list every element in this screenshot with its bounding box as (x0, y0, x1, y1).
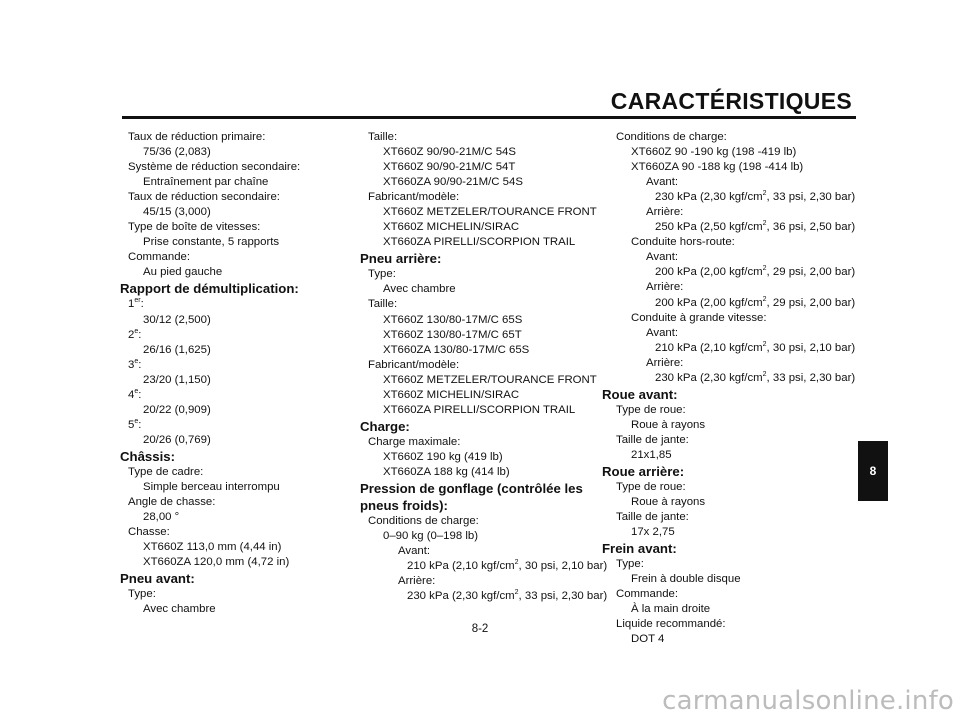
spec-line: Chasse: (128, 526, 170, 539)
spec-line: Avant: (646, 326, 679, 339)
spec-line: 30/12 (2,500) (143, 313, 211, 326)
spec-line: Fabricant/modèle: (368, 358, 460, 371)
spec-line: XT660ZA PIRELLI/SCORPION TRAIL (383, 236, 576, 249)
spec-line: 1er: (128, 297, 144, 311)
spec-line: XT660ZA 130/80-17M/C 65S (383, 343, 530, 356)
spec-line: Conduite à grande vitesse: (631, 311, 767, 324)
section-heading: Pneu avant: (120, 571, 195, 587)
spec-line: 0–90 kg (0–198 lb) (383, 530, 478, 543)
spec-line: 2e: (128, 327, 142, 341)
spec-line: 23/20 (1,150) (143, 373, 211, 386)
section-heading: Rapport de démultiplication: (120, 281, 299, 297)
section-heading: pneus froids): (360, 497, 448, 513)
page-title: CARACTÉRISTIQUES (610, 88, 852, 114)
spec-line: Liquide recommandé: (616, 618, 726, 631)
spec-line: 230 kPa (2,30 kgf/$cm^2$, 33 psi, 2,30 bar) (407, 589, 608, 603)
spec-line: 20/22 (0,909) (143, 403, 211, 416)
spec-line: Avant: (646, 176, 679, 189)
spec-line: Type de roue: (616, 480, 686, 493)
spec-column-1 (120, 130, 333, 617)
spec-line: 3e: (128, 357, 142, 371)
spec-line: Conduite hors-route: (631, 236, 735, 249)
spec-line: XT660Z 113,0 mm (4,44 in) (143, 541, 282, 554)
spec-line: XT660Z METZELER/TOURANCE FRONT (383, 373, 597, 386)
spec-line: 5e: (128, 418, 142, 431)
section-heading: Frein avant: (602, 541, 677, 557)
spec-line: Arrière: (398, 575, 436, 588)
spec-line: Taux de réduction secondaire: (128, 191, 280, 204)
spec-line: Au pied gauche (143, 266, 223, 279)
watermark: carmanualsonline.info (662, 686, 954, 716)
spec-line: 250 kPa (2,50 kgf/$cm^2$, 36 psi, 2,50 bar) (655, 220, 856, 234)
spec-line: 21x1,85 (631, 448, 672, 461)
section-heading: Charge: (360, 418, 410, 434)
spec-line: XT660Z 90/90-21M/C 54S (383, 146, 516, 159)
spec-line: Type de boîte de vitesses: (128, 221, 261, 234)
spec-line: Charge maximale: (368, 435, 461, 448)
spec-line: Frein à double disque (631, 573, 741, 586)
spec-line: 210 kPa (2,10 kgf/$cm^2$, 30 psi, 2,10 bar) (655, 340, 856, 354)
spec-line: XT660Z 130/80-17M/C 65S (383, 313, 523, 326)
spec-line: Commande: (616, 588, 679, 601)
spec-line: Type: (616, 558, 644, 571)
section-heading: Roue arrière: (602, 463, 685, 479)
spec-line: XT660ZA 188 kg (414 lb) (383, 465, 510, 478)
spec-line: XT660Z 130/80-17M/C 65T (383, 328, 522, 341)
chapter-tab: 8 (858, 441, 888, 501)
spec-line: 20/26 (0,769) (143, 433, 211, 446)
spec-line: XT660ZA PIRELLI/SCORPION TRAIL (383, 403, 576, 416)
spec-line: Commande: (128, 251, 191, 264)
spec-line: Taille: (368, 131, 398, 143)
spec-line: Arrière: (646, 356, 684, 369)
spec-line: 75/36 (2,083) (143, 146, 211, 159)
spec-line: 45/15 (3,000) (143, 206, 211, 219)
section-heading: Pression de gonflage (contrôlée les (360, 480, 583, 496)
spec-line: XT660ZA 90 -188 kg (198 -414 lb) (631, 161, 804, 174)
spec-line: Angle de chasse: (128, 496, 216, 509)
spec-line: Taille de jante: (616, 433, 689, 446)
spec-line: 17x 2,75 (631, 526, 675, 539)
spec-line: Conditions de charge: (368, 514, 479, 527)
spec-line: Avec chambre (143, 603, 216, 616)
spec-line: Système de réduction secondaire: (128, 161, 301, 174)
spec-line: 230 kPa (2,30 kgf/$cm^2$, 33 psi, 2,30 bar) (655, 370, 856, 384)
spec-column-2 (360, 130, 608, 604)
spec-line: 200 kPa (2,00 kgf/$cm^2$, 29 psi, 2,00 bar) (655, 295, 856, 309)
spec-column-3 (602, 130, 861, 647)
spec-line: Arrière: (646, 206, 684, 219)
spec-line: 210 kPa (2,10 kgf/$cm^2$, 30 psi, 2,10 bar) (407, 559, 608, 573)
spec-line: Taille: (368, 298, 398, 311)
title-rule (122, 116, 856, 119)
spec-line: 28,00 ° (143, 511, 180, 524)
spec-line: Avant: (646, 251, 679, 264)
spec-line: Avec chambre (383, 283, 456, 296)
spec-line: Taux de réduction primaire: (128, 131, 266, 143)
spec-line: XT660Z 190 kg (419 lb) (383, 450, 503, 463)
spec-line: XT660Z 90/90-21M/C 54T (383, 161, 516, 174)
spec-line: Arrière: (646, 281, 684, 294)
spec-line: 200 kPa (2,00 kgf/$cm^2$, 29 psi, 2,00 bar) (655, 265, 856, 279)
spec-line: Conditions de charge: (616, 131, 727, 143)
spec-line: Prise constante, 5 rapports (143, 236, 280, 249)
spec-line: Type de cadre: (128, 465, 204, 478)
section-heading: Châssis: (120, 448, 175, 464)
spec-line: Roue à rayons (631, 418, 706, 431)
spec-line: Taille de jante: (616, 511, 689, 524)
page-number: 8-2 (471, 623, 489, 635)
spec-line: Fabricant/modèle: (368, 191, 460, 204)
spec-line: Entraînement par chaîne (143, 176, 269, 189)
spec-line: Type de roue: (616, 403, 686, 416)
section-heading: Pneu arrière: (360, 251, 442, 267)
spec-line: Avant: (398, 545, 431, 558)
spec-line: XT660Z MICHELIN/SIRAC (383, 221, 520, 234)
spec-line: XT660ZA 120,0 mm (4,72 in) (143, 556, 290, 569)
spec-line: XT660Z MICHELIN/SIRAC (383, 388, 520, 401)
spec-line: XT660Z 90 -190 kg (198 -419 lb) (631, 146, 797, 159)
spec-line: 4e: (128, 387, 142, 401)
section-heading: Roue avant: (602, 386, 678, 402)
spec-line: À la main droite (631, 603, 711, 616)
spec-line: Roue à rayons (631, 496, 706, 509)
spec-line: DOT 4 (631, 633, 665, 646)
spec-line: Type: (128, 588, 156, 601)
spec-line: XT660ZA 90/90-21M/C 54S (383, 176, 523, 189)
spec-line: 26/16 (1,625) (143, 343, 211, 356)
spec-line: 230 kPa (2,30 kgf/$cm^2$, 33 psi, 2,30 bar) (655, 190, 856, 204)
spec-line: Simple berceau interrompu (143, 480, 280, 493)
spec-line: Type: (368, 268, 396, 281)
spec-line: XT660Z METZELER/TOURANCE FRONT (383, 206, 597, 219)
